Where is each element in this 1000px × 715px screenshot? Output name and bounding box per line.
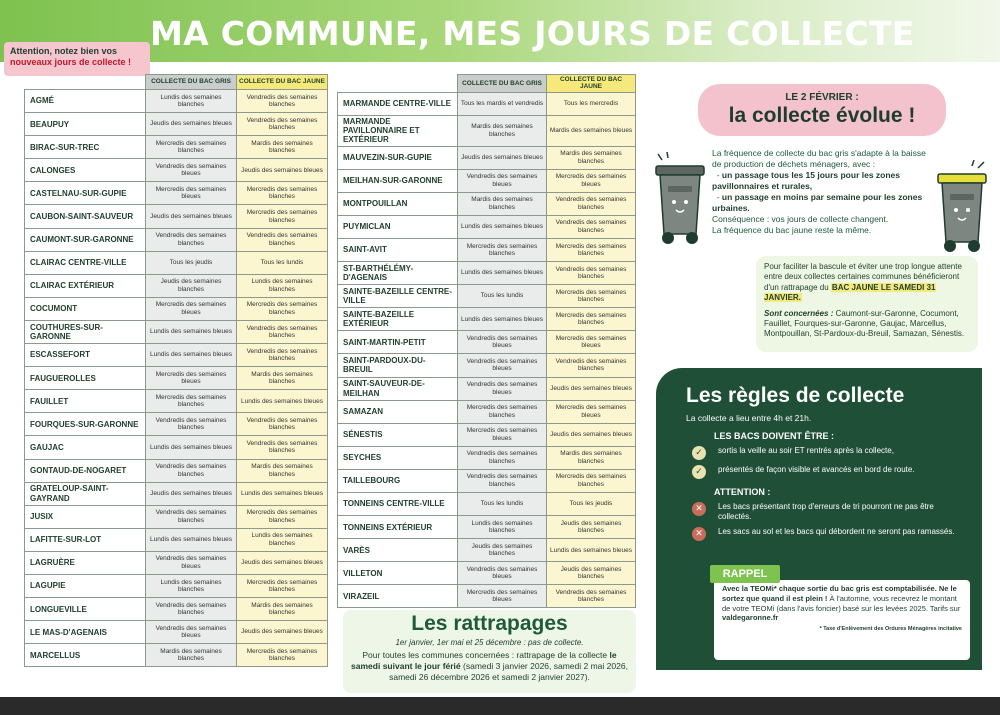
commune-name: TAILLEBOURG (338, 469, 458, 492)
evolution-bullet-2: - un passage en moins par semaine pour les zones urbaines. (712, 192, 923, 214)
bac-jaune-cell: Tous les jeudis (547, 493, 636, 516)
bascule-text: Pour faciliter la bascule et éviter une trop longue attente entre deux collectes certaines communes bénéficieront d'un rattrapage du BAC JAUNE LE SAMEDI 31 JANVIER. (764, 262, 962, 303)
commune-name: LAFITTE-SUR-LOT (25, 528, 146, 551)
bac-jaune-cell: Tous les lundis (237, 251, 328, 274)
commune-name: SAINTE-BAZEILLE CENTRE-VILLE (338, 285, 458, 308)
evolution-text (712, 148, 932, 236)
check-icon: ✓ (692, 446, 706, 460)
bac-gris-cell: Mercredis des semaines blanches (146, 390, 237, 413)
warning-icon: ✕ (692, 502, 706, 516)
bac-gris-cell: Vendredis des semaines blanches (146, 598, 237, 621)
evolution-p3: La fréquence du bac jaune reste la même. (712, 225, 872, 236)
bac-gris-cell: Vendredis des semaines bleues (146, 159, 237, 182)
table-row (338, 331, 636, 354)
bac-gris-cell: Vendredis des semaines blanches (146, 413, 237, 436)
rappel-text: Avec la TEOMi* chaque sortie du bac gris est comptabilisée. Ne le sortez que quand il est plein ! À l'automne, vous recevrez le montant de votre TEOMi (dans l'avis foncier) basé sur les levées 2025. Tarifs sur valdegaronne.fr (722, 584, 961, 623)
bac-jaune-cell: Mercredis des semaines bleues (547, 400, 636, 423)
header-bac-jaune: COLLECTE DU BAC JAUNE (237, 75, 328, 90)
bac-jaune-cell: Vendredis des semaines blanches (547, 354, 636, 377)
table-row (338, 354, 636, 377)
bac-gris-cell: Vendredis des semaines bleues (458, 331, 547, 354)
bac-jaune-cell: Tous les mercredis (547, 92, 636, 115)
bac-gris-cell: Lundis des semaines bleues (146, 528, 237, 551)
header-bac-jaune-right: COLLECTE DU BAC JAUNE (547, 75, 636, 93)
table-row (338, 262, 636, 285)
commune-name: SAMAZAN (338, 400, 458, 423)
commune-name: SAINT-SAUVEUR-DE-MEILHAN (338, 377, 458, 400)
table-row (338, 146, 636, 169)
rattrapages-text-b: (samedi 3 janvier 2026, samedi 2 mai 2026, samedi 26 décembre 2026 et samedi 2 janvier 2027). (389, 661, 628, 683)
bac-gris-cell: Jeudis des semaines bleues (146, 205, 237, 228)
commune-name: PUYMICLAN (338, 215, 458, 238)
bac-jaune-cell: Vendredis des semaines blanches (237, 90, 328, 113)
commune-name: BEAUPUY (25, 113, 146, 136)
table-row (25, 621, 328, 644)
commune-name: LAGRUÈRE (25, 551, 146, 574)
bac-gris-cell: Vendredis des semaines bleues (146, 621, 237, 644)
bac-gris-cell: Mercredis des semaines blanches (458, 400, 547, 423)
commune-name: ESCASSEFORT (25, 344, 146, 367)
commune-name: LE MAS-D'AGENAIS (25, 621, 146, 644)
table-row (338, 116, 636, 147)
bottom-bar (0, 697, 1000, 715)
commune-name: GRATELOUP-SAINT-GAYRAND (25, 482, 146, 505)
bac-gris-cell: Tous les jeudis (146, 251, 237, 274)
bac-jaune-cell: Mardis des semaines blanches (237, 598, 328, 621)
check-icon: ✓ (692, 465, 706, 479)
commune-name: SÉNESTIS (338, 423, 458, 446)
bac-jaune-cell: Vendredis des semaines blanches (547, 192, 636, 215)
bac-jaune-cell: Mercredis des semaines bleues (547, 331, 636, 354)
table-row (338, 516, 636, 539)
bac-gris-cell: Mercredis des semaines bleues (146, 367, 237, 390)
bascule-concern: Sont concernées : Caumont-sur-Garonne, Cocumont, Fauillet, Fourques-sur-Garonne, Gaujac, Marcellus, Montpouillan, St-Pardoux-du-Breuil, Samazan, Sénestis. (764, 308, 965, 339)
table-row (25, 205, 328, 228)
regle-bad-item: ✕ Les bacs présentant trop d'erreurs de tri pourront ne pas être collectés. (686, 502, 982, 522)
schedule-table-left (24, 74, 328, 667)
bac-gris-cell: Mardis des semaines blanches (458, 192, 547, 215)
bac-jaune-cell: Lundis des semaines bleues (547, 539, 636, 562)
bac-jaune-cell: Jeudis des semaines blanches (547, 562, 636, 585)
bac-gris-cell: Lundis des semaines blanches (458, 516, 547, 539)
bac-jaune-cell: Vendredis des semaines blanches (237, 344, 328, 367)
commune-name: MARMANDE PAVILLONNAIRE ET EXTÉRIEUR (338, 116, 458, 147)
bac-gris-cell: Vendredis des semaines bleues (458, 169, 547, 192)
table-row (25, 228, 328, 251)
table-row (338, 285, 636, 308)
bac-jaune-cell: Mercredis des semaines blanches (237, 297, 328, 320)
commune-name: CLAIRAC EXTÉRIEUR (25, 274, 146, 297)
bac-jaune-cell: Mardis des semaines bleues (547, 116, 636, 147)
regle-ok-item: ✓ présentés de façon visible et avancés en bord de route. (686, 465, 982, 479)
bac-gris-cell: Lundis des semaines bleues (146, 436, 237, 459)
commune-name: TONNEINS EXTÉRIEUR (338, 516, 458, 539)
bac-jaune-cell: Mercredis des semaines blanches (237, 644, 328, 667)
table-row (338, 423, 636, 446)
commune-name: SEYCHES (338, 446, 458, 469)
table-row (338, 585, 636, 608)
bac-gris-cell: Tous les mardis et vendredis (458, 92, 547, 115)
table-row (25, 182, 328, 205)
commune-name: SAINT-MARTIN-PETIT (338, 331, 458, 354)
bac-jaune-cell: Mercredis des semaines bleues (547, 169, 636, 192)
table-row (25, 482, 328, 505)
bac-gris-cell: Mercredis des semaines blanches (458, 238, 547, 261)
commune-name: VIRAZEIL (338, 585, 458, 608)
commune-name: GAUJAC (25, 436, 146, 459)
bac-gris-cell: Lundis des semaines bleues (146, 344, 237, 367)
bac-gris-cell: Vendredis des semaines bleues (458, 377, 547, 400)
bac-jaune-cell: Vendredis des semaines blanches (237, 320, 328, 343)
table-row (25, 436, 328, 459)
warning-icon: ✕ (692, 527, 706, 541)
bac-jaune-cell: Vendredis des semaines blanches (237, 228, 328, 251)
grey-bin-icon (652, 152, 708, 252)
bac-jaune-cell: Mercredis des semaines blanches (237, 505, 328, 528)
bac-jaune-cell: Mardis des semaines blanches (547, 446, 636, 469)
commune-name: MAUVEZIN-SUR-GUPIE (338, 146, 458, 169)
table-row (338, 446, 636, 469)
bac-jaune-cell: Mardis des semaines blanches (237, 459, 328, 482)
table-row (25, 136, 328, 159)
commune-name: AGMÉ (25, 90, 146, 113)
table-row (25, 320, 328, 343)
evolution-p2: Conséquence : vos jours de collecte changent. (712, 214, 889, 225)
attention-line-2: nouveaux jours de collecte ! (10, 57, 132, 68)
bac-jaune-cell: Mercredis des semaines blanches (237, 182, 328, 205)
yellow-bin-icon (934, 160, 990, 260)
bac-gris-cell: Vendredis des semaines bleues (458, 354, 547, 377)
rappel-site-link[interactable]: valdegaronne.fr (722, 613, 779, 623)
rattrapages-text (343, 650, 636, 683)
rappel-box (714, 580, 970, 660)
bac-jaune-cell: Lundis des semaines bleues (237, 390, 328, 413)
header-bac-gris: COLLECTE DU BAC GRIS (146, 75, 237, 90)
table-row (338, 562, 636, 585)
table-row (25, 598, 328, 621)
bac-gris-cell: Mercredis des semaines bleues (458, 423, 547, 446)
evolution-date: LE 2 FÉVRIER : (785, 92, 859, 103)
attention-line-1: Attention, notez bien vos (10, 46, 117, 56)
bac-jaune-cell: Vendredis des semaines blanches (237, 113, 328, 136)
commune-name: LAGUPIE (25, 574, 146, 597)
table-row (25, 251, 328, 274)
table-row (25, 344, 328, 367)
rattrapages-box (343, 610, 636, 693)
table-row (338, 469, 636, 492)
page-title: MA COMMUNE, MES JOURS DE COLLECTE (150, 14, 915, 53)
bac-jaune-cell: Mercredis des semaines blanches (547, 308, 636, 331)
bac-gris-cell: Jeudis des semaines blanches (458, 539, 547, 562)
commune-name: MONTPOUILLAN (338, 192, 458, 215)
commune-name: FAUILLET (25, 390, 146, 413)
rappel-label: RAPPEL (710, 565, 780, 583)
table-row (338, 169, 636, 192)
bac-jaune-cell: Mardis des semaines blanches (547, 146, 636, 169)
bac-gris-cell: Mercredis des semaines blanches (146, 136, 237, 159)
regles-subtitle: La collecte a lieu entre 4h et 21h. (686, 413, 812, 423)
table-row (338, 308, 636, 331)
schedule-table-right (337, 74, 636, 608)
rattrapages-text-a: Pour toutes les communes concernées : rattrapage de la collecte (362, 650, 608, 660)
bac-gris-cell: Jeudis des semaines bleues (458, 146, 547, 169)
evolution-banner (698, 84, 946, 136)
bac-jaune-cell: Jeudis des semaines bleues (547, 423, 636, 446)
table-row (25, 551, 328, 574)
bac-jaune-cell: Mercredis des semaines blanches (237, 574, 328, 597)
commune-name: BIRAC-SUR-TREC (25, 136, 146, 159)
table-row (25, 297, 328, 320)
bac-gris-cell: Vendredis des semaines blanches (146, 459, 237, 482)
commune-name: MARMANDE CENTRE-VILLE (338, 92, 458, 115)
table-row (25, 113, 328, 136)
table-row (338, 215, 636, 238)
commune-name: SAINT-PARDOUX-DU-BREUIL (338, 354, 458, 377)
table-row (25, 413, 328, 436)
table-row (25, 274, 328, 297)
bac-jaune-cell: Jeudis des semaines bleues (547, 377, 636, 400)
bac-jaune-cell: Jeudis des semaines bleues (237, 551, 328, 574)
evolution-title: la collecte évolue ! (728, 104, 916, 127)
bac-gris-cell: Lundis des semaines bleues (458, 215, 547, 238)
bac-gris-cell: Lundis des semaines bleues (458, 308, 547, 331)
bac-gris-cell: Lundis des semaines bleues (146, 320, 237, 343)
table-row (338, 92, 636, 115)
commune-name: CALONGES (25, 159, 146, 182)
evolution-bullet-1: - un passage tous les 15 jours pour les zones pavillonnaires et rurales, (712, 170, 901, 192)
commune-name: SAINT-AVIT (338, 238, 458, 261)
bac-gris-cell: Vendredis des semaines blanches (458, 446, 547, 469)
commune-name: GONTAUD-DE-NOGARET (25, 459, 146, 482)
attention-note (4, 42, 150, 76)
table-row (338, 493, 636, 516)
rattrapages-subtitle: 1er janvier, 1er mai et 25 décembre : pas de collecte. (395, 638, 584, 647)
bac-jaune-cell: Vendredis des semaines blanches (547, 262, 636, 285)
regle-ok-item: ✓ sortis la veille au soir ET rentrés après la collecte, (686, 446, 982, 460)
commune-name: JUSIX (25, 505, 146, 528)
bac-gris-cell: Vendredis des semaines blanches (146, 228, 237, 251)
commune-name: VARÈS (338, 539, 458, 562)
header-bac-gris-right: COLLECTE DU BAC GRIS (458, 75, 547, 93)
bac-gris-cell: Tous les lundis (458, 285, 547, 308)
commune-name: TONNEINS CENTRE-VILLE (338, 493, 458, 516)
bac-gris-cell: Lundis des semaines blanches (146, 574, 237, 597)
commune-name: LONGUEVILLE (25, 598, 146, 621)
table-row (25, 528, 328, 551)
bascule-highlight: BAC JAUNE LE SAMEDI 31 JANVIER. (764, 282, 936, 303)
bascule-box (756, 256, 978, 352)
commune-name: COUTHURES-SUR-GARONNE (25, 320, 146, 343)
table-row (25, 459, 328, 482)
bac-jaune-cell: Vendredis des semaines blanches (547, 215, 636, 238)
bac-gris-cell: Vendredis des semaines blanches (458, 469, 547, 492)
bac-jaune-cell: Mercredis des semaines blanches (547, 238, 636, 261)
commune-name: SAINTE-BAZEILLE EXTÉRIEUR (338, 308, 458, 331)
bac-gris-cell: Tous les lundis (458, 493, 547, 516)
bac-jaune-cell: Jeudis des semaines blanches (547, 516, 636, 539)
table-row (25, 367, 328, 390)
commune-name: COCUMONT (25, 297, 146, 320)
bac-gris-cell: Jeudis des semaines bleues (146, 113, 237, 136)
bac-gris-cell: Jeudis des semaines bleues (146, 482, 237, 505)
table-row (25, 390, 328, 413)
table-row (338, 192, 636, 215)
rappel-footnote: * Taxe d'Enlèvement des Ordures Ménagères incitative (819, 626, 962, 632)
bac-gris-cell: Vendredis des semaines bleues (458, 562, 547, 585)
commune-name: CLAIRAC CENTRE-VILLE (25, 251, 146, 274)
bac-jaune-cell: Mercredis des semaines blanches (237, 205, 328, 228)
bac-gris-cell: Vendredis des semaines bleues (146, 551, 237, 574)
bac-gris-cell: Mercredis des semaines bleues (146, 297, 237, 320)
bac-gris-cell: Jeudis des semaines blanches (146, 274, 237, 297)
bac-jaune-cell: Mardis des semaines blanches (237, 136, 328, 159)
bac-jaune-cell: Vendredis des semaines blanches (237, 436, 328, 459)
commune-name: ST-BARTHÉLÉMY-D'AGENAIS (338, 262, 458, 285)
bac-jaune-cell: Vendredis des semaines blanches (547, 585, 636, 608)
evolution-p1: La fréquence de collecte du bac gris s'adapte à la baisse de production de déchets ménagers, avec : (712, 148, 926, 170)
commune-name: CAUBON-SAINT-SAUVEUR (25, 205, 146, 228)
commune-name: MEILHAN-SUR-GARONNE (338, 169, 458, 192)
bac-gris-cell: Lundis des semaines blanches (146, 90, 237, 113)
bac-jaune-cell: Jeudis des semaines bleues (237, 159, 328, 182)
regles-title: Les règles de collecte (686, 384, 905, 407)
bac-jaune-cell: Mardis des semaines blanches (237, 367, 328, 390)
commune-name: VILLETON (338, 562, 458, 585)
rattrapages-text-bold: le samedi suivant le jour férié (351, 650, 617, 672)
bac-jaune-cell: Mercredis des semaines blanches (547, 469, 636, 492)
commune-name: FAUGUEROLLES (25, 367, 146, 390)
bac-gris-cell: Mardis des semaines blanches (458, 116, 547, 147)
bac-gris-cell: Mercredis des semaines bleues (146, 182, 237, 205)
regles-attention-title: ATTENTION : (714, 487, 771, 497)
bac-jaune-cell: Lundis des semaines bleues (237, 482, 328, 505)
bac-jaune-cell: Lundis des semaines blanches (237, 528, 328, 551)
bac-gris-cell: Mardis des semaines blanches (146, 644, 237, 667)
commune-name: MARCELLUS (25, 644, 146, 667)
commune-name: FOURQUES-SUR-GARONNE (25, 413, 146, 436)
table-row (25, 574, 328, 597)
table-row (25, 159, 328, 182)
bac-gris-cell: Lundis des semaines bleues (458, 262, 547, 285)
regles-doivent-title: LES BACS DOIVENT ÊTRE : (714, 431, 835, 441)
table-row (338, 539, 636, 562)
table-row (25, 90, 328, 113)
table-row (25, 505, 328, 528)
rattrapages-title: Les rattrapages (411, 612, 568, 635)
table-row (338, 238, 636, 261)
bac-jaune-cell: Jeudis des semaines bleues (237, 621, 328, 644)
commune-name: CAUMONT-SUR-GARONNE (25, 228, 146, 251)
bac-gris-cell: Mercredis des semaines bleues (458, 585, 547, 608)
regle-bad-item: ✕ Les sacs au sol et les bacs qui débordent ne seront pas ramassés. (686, 527, 982, 541)
table-row (338, 377, 636, 400)
bac-jaune-cell: Lundis des semaines blanches (237, 274, 328, 297)
bac-jaune-cell: Mercredis des semaines blanches (547, 285, 636, 308)
commune-name: CASTELNAU-SUR-GUPIE (25, 182, 146, 205)
table-row (338, 400, 636, 423)
bac-jaune-cell: Vendredis des semaines blanches (237, 413, 328, 436)
bac-gris-cell: Vendredis des semaines blanches (146, 505, 237, 528)
table-row (25, 644, 328, 667)
